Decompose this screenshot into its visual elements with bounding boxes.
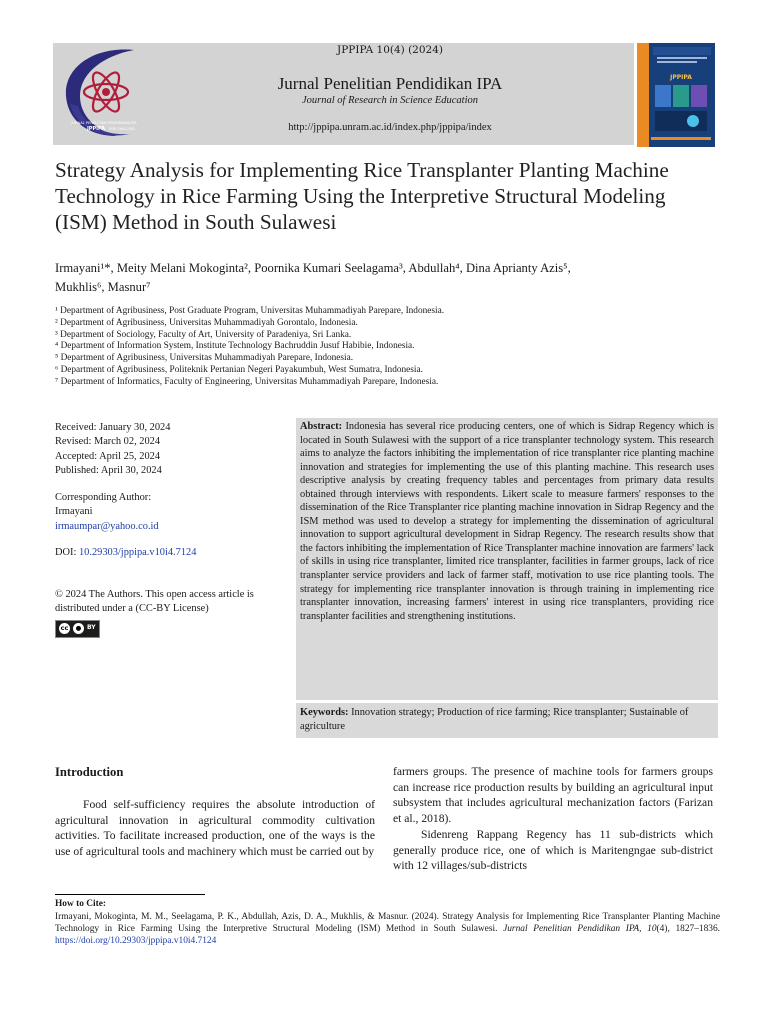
date-revised: Revised: March 02, 2024 bbox=[55, 436, 161, 448]
svg-text:JPPIPA: JPPIPA bbox=[670, 74, 692, 81]
svg-text:JPPIPA: JPPIPA bbox=[86, 126, 106, 132]
affiliation-5: ⁵ Department of Agribusiness, Universitas Muhammadiyah Parepare, Indonesia. bbox=[55, 353, 354, 364]
author-line-2: Mukhlis⁶, Masnur⁷ bbox=[55, 280, 151, 294]
journal-cover-image bbox=[637, 43, 715, 147]
doi-label: DOI: bbox=[55, 547, 79, 558]
license-text: © 2024 The Authors. This open access article is distributed under a (CC-BY License) bbox=[55, 589, 254, 615]
citation-journal: Jurnal Penelitian Pendidikan IPA, 10 bbox=[503, 924, 657, 935]
affiliation-7: ⁷ Department of Informatics, Faculty of Engineering, Universitas Muhammadiyah Parepare, Indonesia. bbox=[55, 376, 439, 387]
keywords-body: Innovation strategy; Production of rice farming; Rice transplanter; Sustainable of agriculture bbox=[300, 707, 689, 732]
affiliation-1: ¹ Department of Agribusiness, Post Graduate Program, Universitas Muhammadiyah Parepare, Indonesia. bbox=[55, 306, 445, 316]
keywords-label: Keywords: bbox=[300, 707, 349, 718]
journal-url[interactable]: http://jppipa.unram.ac.id/index.php/jppipa/index bbox=[288, 122, 492, 133]
date-published: Published: April 30, 2024 bbox=[55, 464, 162, 476]
abstract bbox=[300, 420, 714, 623]
intro-paragraph-col2-a: farmers groups. The presence of machine tools for farmers groups can increase rice production results by building an agricultural input subsystem that includes agricultural mechanization factors (Farizan et al., 2018). bbox=[393, 765, 713, 825]
journal-logo bbox=[56, 44, 146, 144]
citation-main: Irmayani, Mokoginta, M. M., Seelagama, P. K., Abdullah, Azis, D. A., Mukhlis, & Masnur. (2024). Strategy Analysis for Implementing Rice Transplanter Planting Machine Technology in Rice Farming Using the Interpretive Structural Modeling (ISM) Method in South Sulawesi. bbox=[55, 912, 720, 935]
journal-name: Jurnal Penelitian Pendidikan IPA bbox=[277, 74, 503, 93]
affiliation-2: ² Department of Agribusiness, Universitas Muhammadiyah Gorontalo, Indonesia. bbox=[55, 317, 358, 328]
date-accepted: Accepted: April 25, 2024 bbox=[55, 450, 161, 462]
footnote-rule bbox=[55, 894, 205, 895]
journal-issue: JPPIPA 10(4) (2024) bbox=[337, 44, 443, 56]
corresponding-name: Irmayani bbox=[55, 506, 93, 518]
author-line-1: Irmayani¹*, Meity Melani Mokoginta², Poornika Kumari Seelagama³, Abdullah⁴, Dina Aprianty Azis⁵, bbox=[55, 261, 571, 275]
svg-text:ISSN 2460-2582: ISSN 2460-2582 bbox=[109, 127, 135, 131]
keywords-divider bbox=[296, 700, 718, 703]
article-dates bbox=[55, 421, 290, 478]
by-label: BY bbox=[87, 624, 96, 632]
introduction-heading: Introduction bbox=[55, 765, 124, 779]
corresponding-email-link[interactable]: irmaumpar@yahoo.co.id bbox=[55, 520, 159, 532]
doi-line bbox=[55, 546, 290, 560]
citation-doi-link[interactable]: https://doi.org/10.29303/jppipa.v10i4.7124 bbox=[55, 936, 217, 947]
citation-issue-pages: (4), 1827–1836. bbox=[656, 924, 720, 935]
cc-by-badge[interactable] bbox=[55, 620, 100, 638]
abstract-body: Indonesia has several rice producing centers, one of which is Sidrap Regency which is located in South Sulawesi with the support of a rice transplanter technology system. This research aims to analyze the factors inhibiting the implementation of rice transplanter rice planting machine innovation and strategies for implementing the use of this planting machine. This research uses descriptive analysis by creating frequency tables and percentages from primary data results obtained through interviews with respondents. Likert scale to measure farmers' responses to the dissemination of the Rice Transplanter rice planting machine innovation in Sidrap Regency and the ISM method was used to develop a strategy for implementing the dissemination of agricultural innovation to support agricultural development in Sidrap Regency. The research results show that the factors inhibiting the implementation of Rice Transplanter machine innovation are farmers' lack of skills in using rice transplanter, limited rice transplanter, facilities in farmer groups, lack of rice transplanter service providers and lack of farmer staff, motivation to use rice planting tools. The strategy for implementing rice transplanter innovation is through training in implementing rice transplanter innovation, increasing farmers' interest in using rice transplanters, providing rice transplanter facilities and strengthening institutions. bbox=[300, 421, 714, 622]
affiliation-6: ⁶ Department of Agribusiness, Politeknik Pertanian Negeri Payakumbuh, West Sumatra, Indonesia. bbox=[55, 364, 423, 375]
doi-link[interactable]: 10.29303/jppipa.v10i4.7124 bbox=[78, 547, 197, 558]
license-block bbox=[55, 588, 290, 638]
citation-text bbox=[55, 911, 720, 948]
author-list bbox=[55, 259, 720, 297]
by-person-icon: ● bbox=[73, 623, 84, 634]
affiliation-list bbox=[55, 306, 720, 389]
intro-paragraph-col2-b: Sidenreng Rappang Regency has 11 sub-districts which generally produce rice, one of which is Maritengngae sub-district with 12 villages/sub-districts bbox=[393, 828, 713, 873]
abstract-label: Abstract: bbox=[300, 421, 343, 432]
corresponding-author bbox=[55, 491, 290, 534]
cite-heading: How to Cite: bbox=[55, 899, 107, 909]
journal-subtitle: Journal of Research in Science Education bbox=[301, 95, 479, 106]
date-received: Received: January 30, 2024 bbox=[55, 422, 171, 433]
affiliation-3: ³ Department of Sociology, Faculty of Art, University of Paradeniya, Sri Lanka. bbox=[55, 329, 352, 340]
cc-icon: cc bbox=[60, 624, 69, 633]
corresponding-label: Corresponding Author: bbox=[55, 492, 152, 503]
intro-paragraph-col1: Food self-sufficiency requires the absolute introduction of agricultural innovation in agricultural commodity cultivation activities. To facilitate increased production, one of the ways is the use of agricultural tools and machinery which must be carried out by bbox=[55, 798, 375, 858]
svg-text:JURNAL PENELITIAN PENDIDIKAN I: JURNAL PENELITIAN PENDIDIKAN IPA bbox=[71, 121, 137, 125]
keywords bbox=[300, 706, 714, 733]
paper-title: Strategy Analysis for Implementing Rice Transplanter Planting Machine Technology in Rice Farming Using the Interpretive Structural Modeling (ISM) Method in South Sulawesi bbox=[55, 158, 669, 234]
affiliation-4: ⁴ Department of Information System, Institute Technology Bachruddin Jusuf Habibie, Indonesia. bbox=[55, 341, 415, 352]
